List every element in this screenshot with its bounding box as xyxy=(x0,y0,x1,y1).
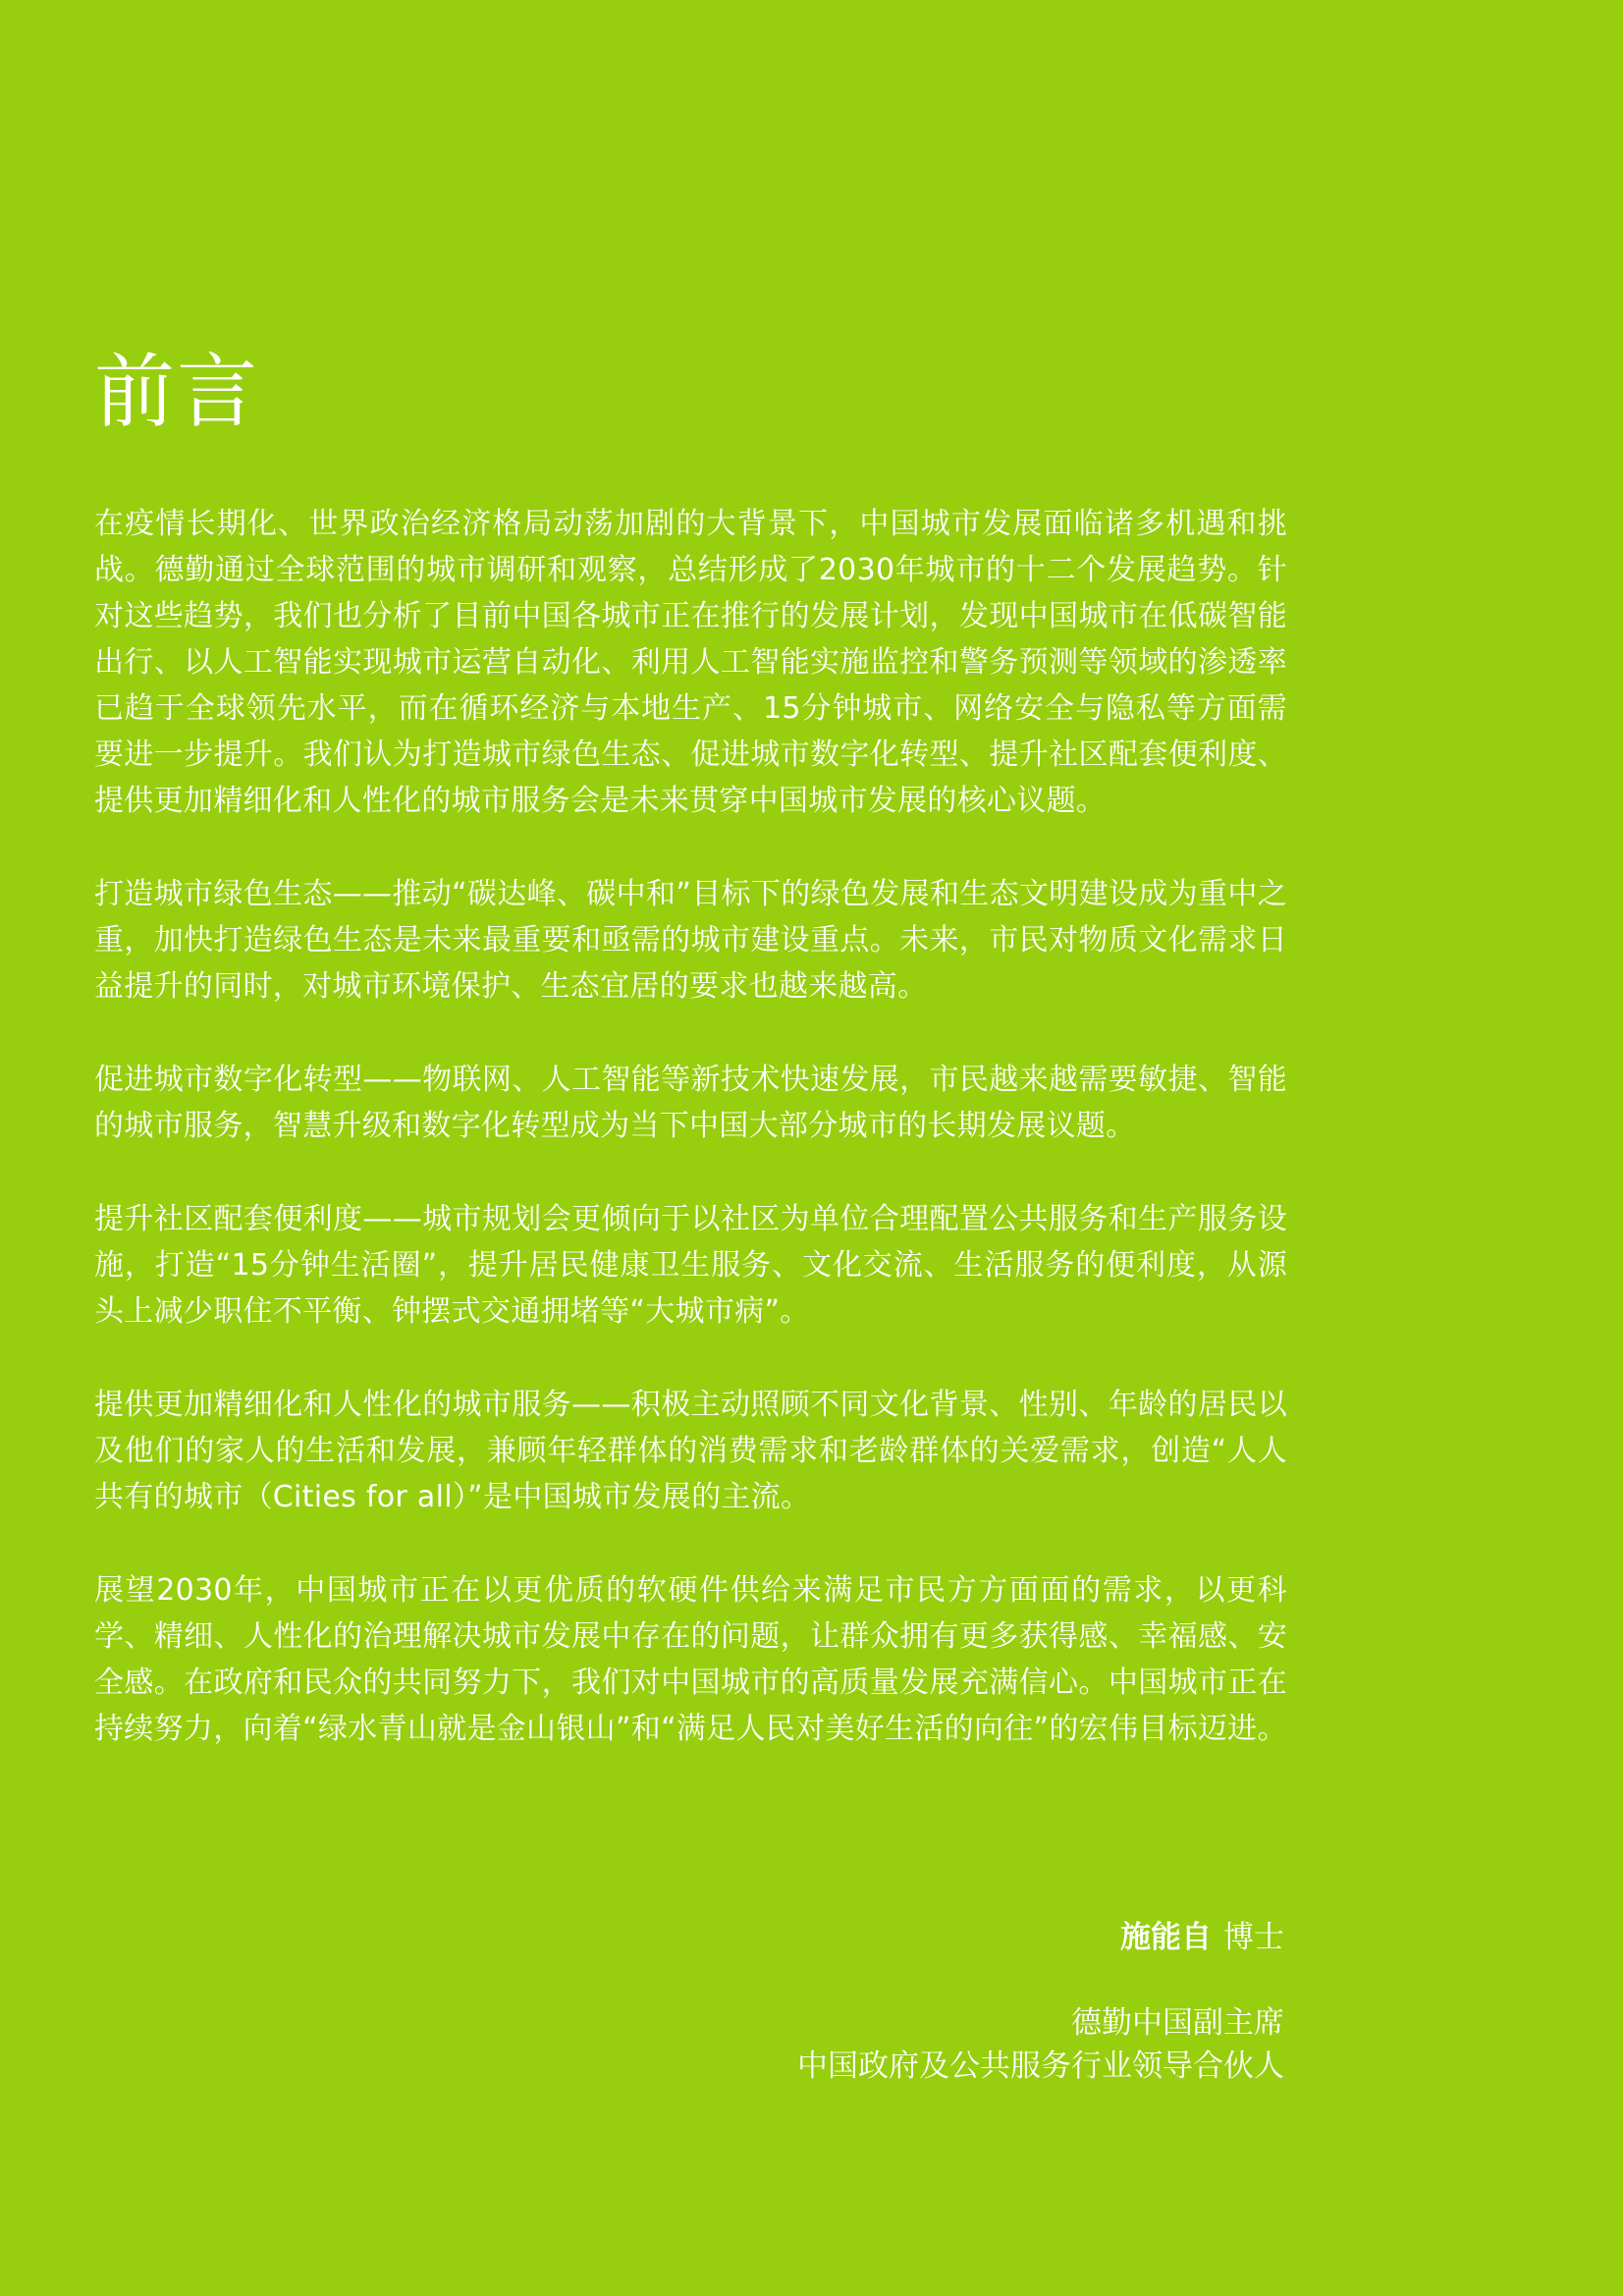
page-title: 前言 xyxy=(94,346,260,439)
paragraph-green-ecology: 打造城市绿色生态——推动“碳达峰、碳中和”目标下的绿色发展和生态文明建设成为重中之重，加快打造绿色生态是未来最重要和亟需的城市建设重点。未来，市民对物质文化需求日益提升的同时，对城市环境保护、生态宜居的要求也越来越高。 xyxy=(94,877,1287,1004)
signature-honorific: 博士 xyxy=(1223,1920,1284,1955)
paragraph-community-convenience: 提升社区配套便利度——城市规划会更倾向于以社区为单位合理配置公共服务和生产服务设施，打造“15分钟生活圈”，提升居民健康卫生服务、文化交流、生活服务的便利度，从源头上减少职住不平衡、钟摆式交通拥堵等“大城市病”。 xyxy=(94,1202,1287,1329)
signature-title-line-1: 德勤中国副主席 xyxy=(1071,2005,1284,2041)
signature-block xyxy=(797,1915,1284,2088)
paragraph-outlook-2030: 展望2030年，中国城市正在以更优质的软硬件供给来满足市民方方面面的需求，以更科学、精细、人性化的治理解决城市发展中存在的问题，让群众拥有更多获得感、幸福感、安全感。在政府和民众的共同努力下，我们对中国城市的高质量发展充满信心。中国城市正在持续努力，向着“绿水青山就是金山银山”和“满足人民对美好生活的向往”的宏伟目标迈进。 xyxy=(94,1573,1287,1746)
signature-name: 施能自 xyxy=(1120,1920,1212,1955)
paragraph-humanized-services: 提供更加精细化和人性化的城市服务——积极主动照顾不同文化背景、性别、年龄的居民以及他们的家人的生活和发展，兼顾年轻群体的消费需求和老龄群体的关爱需求，创造“人人共有的城市（Cities for all）”是中国城市发展的主流。 xyxy=(94,1388,1287,1514)
paragraph-intro: 在疫情长期化、世界政治经济格局动荡加剧的大背景下，中国城市发展面临诸多机遇和挑战。德勤通过全球范围的城市调研和观察，总结形成了2030年城市的十二个发展趋势。针对这些趋势，我们也分析了目前中国各城市正在推行的发展计划，发现中国城市在低碳智能出行、以人工智能实现城市运营自动化、利用人工智能实施监控和警务预测等领域的渗透率已趋于全球领先水平，而在循环经济与本地生产、15分钟城市、网络安全与隐私等方面需要进一步提升。我们认为打造城市绿色生态、促进城市数字化转型、提升社区配套便利度、提供更加精细化和人性化的城市服务会是未来贯穿中国城市发展的核心议题。 xyxy=(94,507,1287,818)
preface-body xyxy=(94,501,1287,1799)
signature-title-line-2: 中国政府及公共服务行业领导合伙人 xyxy=(797,2049,1284,2084)
paragraph-digital-transformation: 促进城市数字化转型——物联网、人工智能等新技术快速发展，市民越来越需要敏捷、智能的城市服务，智慧升级和数字化转型成为当下中国大部分城市的长期发展议题。 xyxy=(94,1063,1287,1143)
signature-name-line xyxy=(797,1915,1284,1960)
